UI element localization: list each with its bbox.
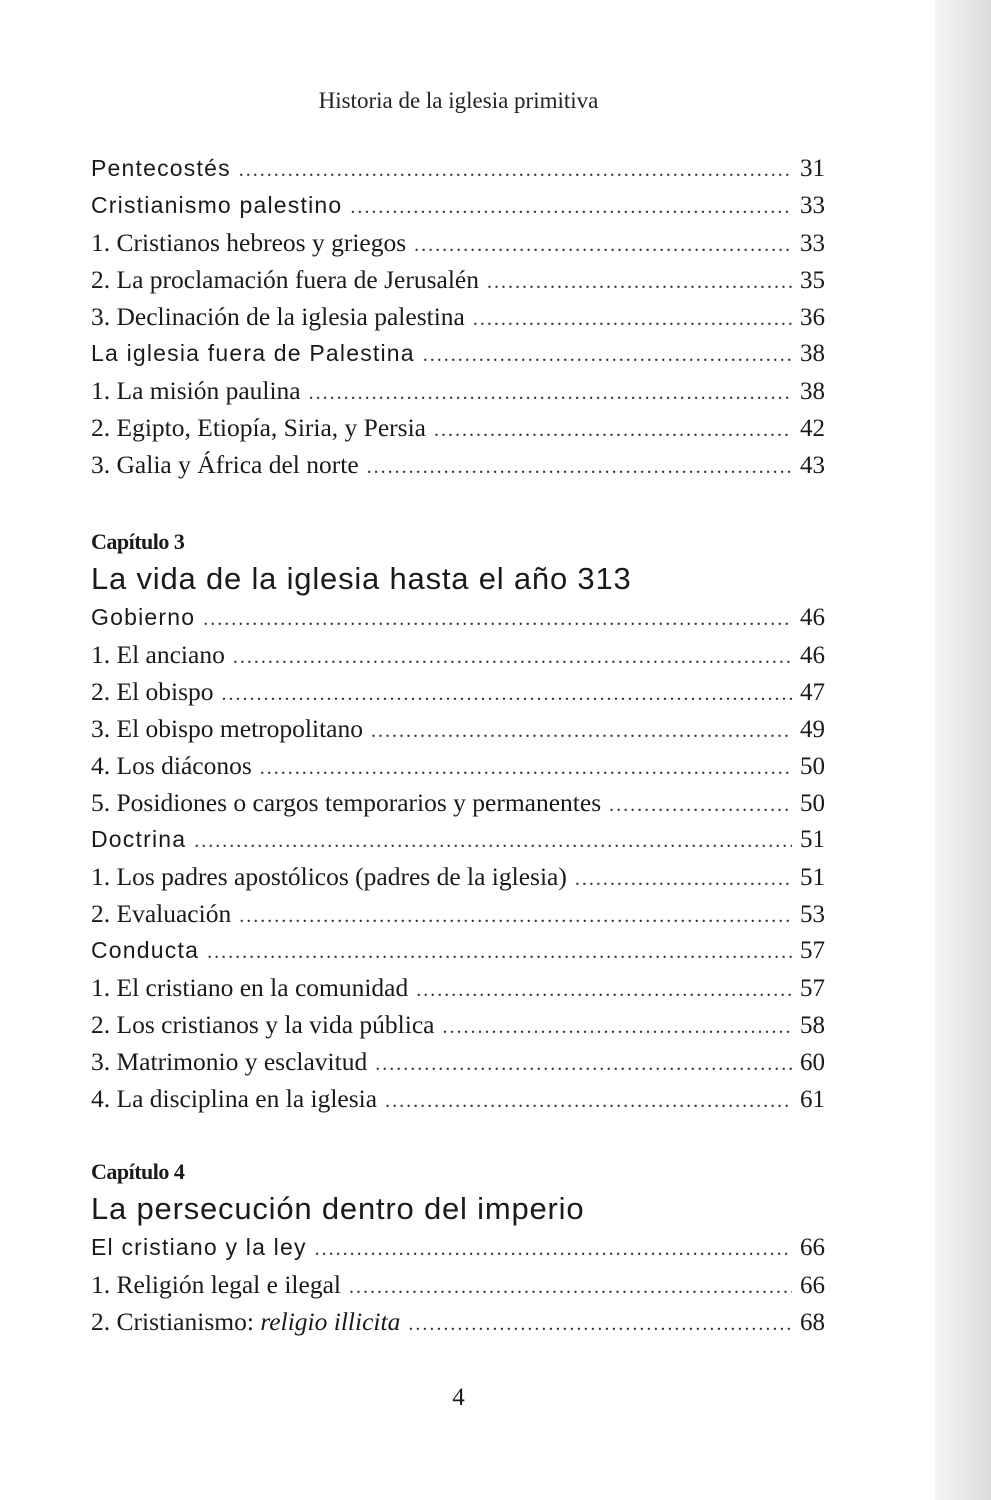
dot-leader (315, 1231, 792, 1268)
dot-leader (375, 1046, 792, 1083)
toc-entry-page: 66 (800, 1272, 825, 1299)
dot-leader (385, 1083, 792, 1120)
chapter-3-entries (91, 599, 825, 1117)
dot-leader (260, 750, 792, 787)
toc-entry-title: 3. Galia y África del norte (91, 450, 359, 479)
toc-entry-page: 31 (800, 155, 825, 182)
toc-entry-title: 3. El obispo metropolitano (91, 714, 363, 743)
toc-entry[interactable] (91, 372, 825, 409)
toc-entry-title: Gobierno (91, 604, 196, 630)
toc-entry-page: 58 (800, 1012, 825, 1039)
toc-entry[interactable] (91, 710, 825, 747)
toc-entry-page: 38 (800, 340, 825, 367)
dot-leader (423, 337, 792, 374)
toc-entry-title: 2. El obispo (91, 677, 214, 706)
toc-entry-page: 68 (800, 1309, 825, 1336)
toc-entry-title: Conducta (91, 937, 200, 963)
dot-leader (239, 898, 792, 935)
toc-entry[interactable] (91, 932, 825, 969)
toc-entry-title: 1. La misión paulina (91, 376, 301, 405)
toc-entry[interactable] (91, 261, 825, 298)
toc-entry-title (91, 1303, 400, 1340)
toc-entry-page: 33 (800, 230, 825, 257)
toc-entry-page: 46 (800, 642, 825, 669)
toc-entry-page: 66 (800, 1234, 825, 1261)
chapter-label: Capítulo 3 (91, 529, 185, 554)
entry-prefix: 2. Cristianismo: (91, 1307, 254, 1336)
toc-chapter-4 (91, 1155, 825, 1340)
toc-entry[interactable] (91, 224, 825, 261)
toc-entry[interactable] (91, 1043, 825, 1080)
dot-leader (609, 787, 792, 824)
toc-entry-page: 49 (800, 716, 825, 743)
dot-leader (575, 861, 792, 898)
dot-leader (473, 301, 792, 338)
dot-leader (350, 189, 792, 226)
toc-entry-page: 47 (800, 679, 825, 706)
chapter-4-entries (91, 1229, 825, 1303)
entry-italic-term: religio illicita (260, 1307, 401, 1336)
dot-leader (309, 375, 792, 412)
toc-entry[interactable] (91, 858, 825, 895)
dot-leader (487, 264, 792, 301)
toc-entry-page: 50 (800, 753, 825, 780)
toc-entry-title: La iglesia fuera de Palestina (91, 340, 415, 366)
dot-leader (233, 639, 792, 676)
toc-entry[interactable] (91, 636, 825, 673)
page-number: 4 (452, 1384, 465, 1411)
dot-leader (203, 601, 792, 638)
toc-entry-title: 1. Religión legal e ilegal (91, 1270, 341, 1299)
dot-leader (367, 449, 792, 486)
toc-entry-page: 57 (800, 937, 825, 964)
toc-entry-title: El cristiano y la ley (91, 1234, 307, 1260)
toc-entry[interactable] (91, 747, 825, 784)
toc-entry-page: 43 (800, 452, 825, 479)
toc-entry-page: 38 (800, 378, 825, 405)
dot-leader (207, 934, 792, 971)
toc-entry[interactable] (91, 1080, 825, 1117)
toc-entry[interactable] (91, 1266, 825, 1303)
toc-entry-title: 4. Los diáconos (91, 751, 252, 780)
toc-entry-title: 3. Matrimonio y esclavitud (91, 1047, 368, 1076)
toc-entry-page: 51 (800, 826, 825, 853)
toc-entry-title: Doctrina (91, 826, 187, 852)
toc-entry-title: 2. Evaluación (91, 899, 232, 928)
dot-leader (222, 676, 792, 713)
dot-leader (239, 152, 792, 189)
toc-entry-page: 51 (800, 864, 825, 891)
toc-entry-page: 35 (800, 267, 825, 294)
toc-entry-title: 2. Los cristianos y la vida pública (91, 1010, 435, 1039)
toc-entry-page: 50 (800, 790, 825, 817)
toc-entry-page: 53 (800, 901, 825, 928)
toc-entry-page: 57 (800, 975, 825, 1002)
chapter-title: La vida de la iglesia hasta el año 313 (91, 561, 632, 596)
toc-entry-title: 2. La proclamación fuera de Jerusalén (91, 265, 479, 294)
dot-leader (414, 227, 792, 264)
toc-chapter-3 (91, 525, 825, 1117)
toc-entry[interactable] (91, 1006, 825, 1043)
toc-entry-page: 46 (800, 604, 825, 631)
toc-entry-title: 1. El anciano (91, 640, 225, 669)
toc-entry-page: 33 (800, 192, 825, 219)
toc-entry-page: 61 (800, 1086, 825, 1113)
toc-entry-page: 36 (800, 304, 825, 331)
toc-entry[interactable] (91, 187, 825, 224)
dot-leader (371, 713, 792, 750)
toc-entry-title: 5. Posidiones o cargos temporarios y permanentes (91, 788, 602, 817)
toc-entry-title: 3. Declinación de la iglesia palestina (91, 302, 465, 331)
running-head: Historia de la iglesia primitiva (318, 88, 599, 113)
toc-entry[interactable] (91, 673, 825, 710)
chapter-label: Capítulo 4 (91, 1159, 185, 1184)
toc-entry[interactable] (91, 150, 825, 187)
toc-entry-title: 1. El cristiano en la comunidad (91, 973, 409, 1002)
toc-entry-page: 42 (800, 415, 825, 442)
toc-entry[interactable] (91, 599, 825, 636)
toc-entry[interactable] (91, 784, 825, 821)
toc-entry-title: 2. Egipto, Etiopía, Siria, y Persia (91, 413, 426, 442)
toc-entry-title: 1. Los padres apostólicos (padres de la iglesia) (91, 862, 567, 891)
toc-section-1 (91, 150, 825, 483)
toc-entry[interactable] (91, 1229, 825, 1266)
page-edge-shadow (935, 0, 991, 1500)
dot-leader (194, 823, 792, 860)
dot-leader (349, 1269, 792, 1306)
dot-leader (434, 412, 792, 449)
toc-entry[interactable] (91, 821, 825, 858)
dot-leader (442, 1009, 792, 1046)
toc-entry-title: 1. Cristianos hebreos y griegos (91, 228, 407, 257)
toc-entry[interactable] (91, 895, 825, 932)
toc-entry[interactable] (91, 335, 825, 372)
dot-leader (416, 972, 792, 1009)
chapter-title: La persecución dentro del imperio (91, 1191, 585, 1226)
toc-entry[interactable] (91, 446, 825, 483)
toc-entry[interactable] (91, 969, 825, 1006)
toc-entry-title: Cristianismo palestino (91, 192, 343, 218)
dot-leader (408, 1306, 792, 1343)
toc-entry-title: Pentecostés (91, 155, 231, 181)
toc-entry[interactable] (91, 1303, 825, 1340)
toc-entry[interactable] (91, 409, 825, 446)
toc-entry-page: 60 (800, 1049, 825, 1076)
toc-entry[interactable] (91, 298, 825, 335)
toc-entry-title: 4. La disciplina en la iglesia (91, 1084, 378, 1113)
